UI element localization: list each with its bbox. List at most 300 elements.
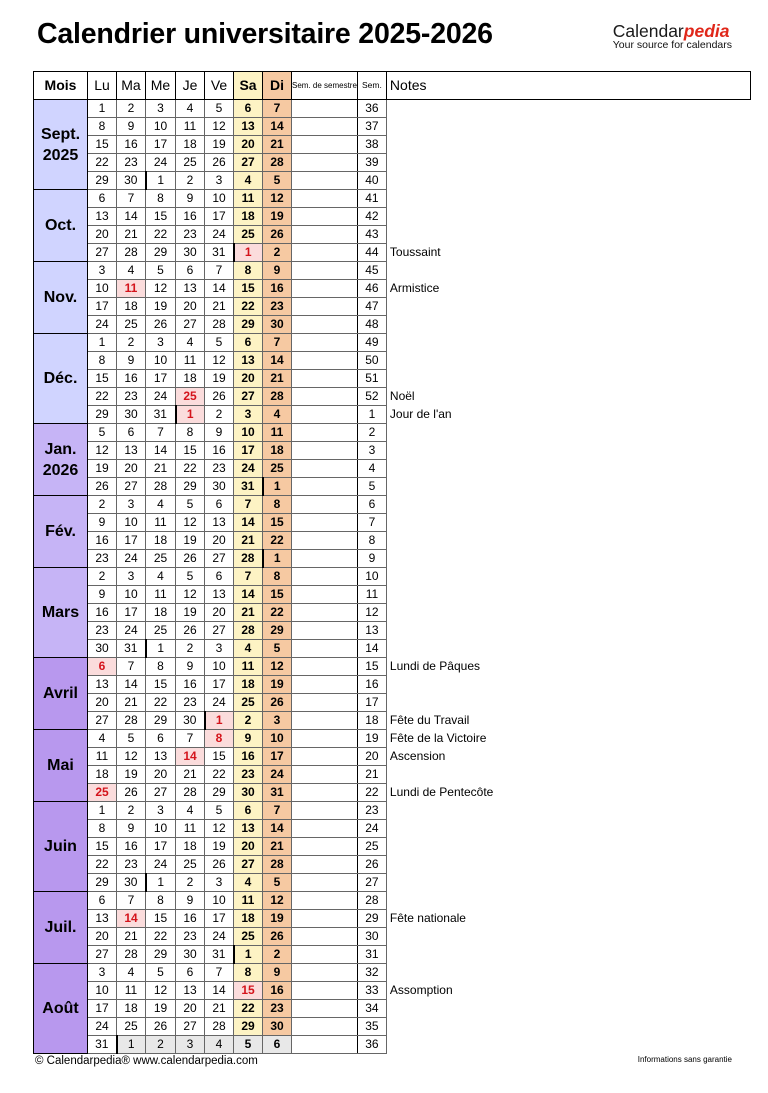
week-number: 47 — [357, 298, 386, 316]
day-cell: 4 — [88, 730, 117, 748]
week-row — [34, 280, 751, 298]
day-cell: 25 — [146, 550, 176, 568]
day-cell: 17 — [205, 208, 234, 226]
semester-week-cell — [292, 928, 358, 946]
week-row — [34, 730, 751, 748]
day-cell: 2 — [176, 874, 205, 892]
day-cell: 21 — [146, 460, 176, 478]
note-cell — [386, 838, 750, 856]
day-cell: 25 — [117, 316, 146, 334]
day-cell: 24 — [205, 928, 234, 946]
day-cell: 14 — [205, 982, 234, 1000]
week-number: 16 — [357, 676, 386, 694]
day-cell: 21 — [263, 370, 292, 388]
semester-week-cell — [292, 982, 358, 1000]
day-cell: 12 — [176, 514, 205, 532]
semester-week-cell — [292, 532, 358, 550]
day-cell: 28 — [176, 784, 205, 802]
day-cell: 10 — [117, 514, 146, 532]
day-cell: 17 — [88, 1000, 117, 1018]
day-cell: 1 — [234, 244, 263, 262]
day-cell: 22 — [146, 226, 176, 244]
day-cell: 5 — [205, 334, 234, 352]
day-cell: 13 — [88, 208, 117, 226]
day-cell: 24 — [205, 226, 234, 244]
day-cell: 16 — [176, 676, 205, 694]
semester-week-cell — [292, 352, 358, 370]
day-cell: 23 — [263, 1000, 292, 1018]
day-cell: 14 — [263, 820, 292, 838]
day-cell: 25 — [117, 1018, 146, 1036]
day-cell: 9 — [117, 820, 146, 838]
day-cell: 20 — [176, 1000, 205, 1018]
week-row — [34, 982, 751, 1000]
day-cell: 22 — [146, 694, 176, 712]
day-cell: 11 — [234, 892, 263, 910]
day-cell: 12 — [88, 442, 117, 460]
semester-week-cell — [292, 712, 358, 730]
day-cell: 30 — [234, 784, 263, 802]
day-cell: 20 — [234, 370, 263, 388]
day-cell: 18 — [88, 766, 117, 784]
note-cell — [386, 316, 750, 334]
week-row — [34, 604, 751, 622]
note-cell — [386, 1036, 750, 1054]
day-cell: 30 — [117, 874, 146, 892]
note-cell: Jour de l'an — [386, 406, 750, 424]
day-cell: 5 — [263, 172, 292, 190]
day-cell: 4 — [205, 1036, 234, 1054]
semester-week-cell — [292, 892, 358, 910]
day-cell: 19 — [205, 838, 234, 856]
week-row — [34, 154, 751, 172]
day-cell: 10 — [205, 892, 234, 910]
day-cell: 7 — [205, 964, 234, 982]
week-number: 18 — [357, 712, 386, 730]
day-cell: 13 — [176, 982, 205, 1000]
day-cell: 4 — [176, 100, 205, 118]
day-cell: 7 — [263, 334, 292, 352]
month-label: Nov. — [34, 262, 88, 334]
day-cell: 15 — [88, 370, 117, 388]
day-cell: 9 — [263, 262, 292, 280]
day-cell: 28 — [263, 856, 292, 874]
brand-tagline: Your source for calendars — [612, 39, 732, 51]
week-row — [34, 172, 751, 190]
day-cell: 9 — [263, 964, 292, 982]
week-row — [34, 1036, 751, 1054]
brand-name-part-a: Calendar — [612, 21, 684, 41]
day-cell: 30 — [176, 712, 205, 730]
day-cell: 8 — [234, 964, 263, 982]
day-cell: 11 — [176, 118, 205, 136]
day-cell: 16 — [176, 208, 205, 226]
note-cell: Fête nationale — [386, 910, 750, 928]
day-cell: 26 — [176, 550, 205, 568]
semester-week-cell — [292, 604, 358, 622]
day-cell: 22 — [263, 532, 292, 550]
day-cell: 20 — [146, 766, 176, 784]
day-cell: 25 — [234, 928, 263, 946]
day-cell: 8 — [88, 352, 117, 370]
note-cell — [386, 208, 750, 226]
week-row — [34, 1000, 751, 1018]
day-cell: 14 — [205, 280, 234, 298]
day-cell: 11 — [176, 820, 205, 838]
day-cell: 5 — [263, 874, 292, 892]
day-cell: 8 — [176, 424, 205, 442]
day-cell: 1 — [146, 172, 176, 190]
semester-week-cell — [292, 244, 358, 262]
day-cell: 18 — [117, 1000, 146, 1018]
note-cell — [386, 604, 750, 622]
week-row — [34, 766, 751, 784]
week-number: 30 — [357, 928, 386, 946]
day-cell: 29 — [234, 1018, 263, 1036]
day-cell: 31 — [263, 784, 292, 802]
week-row — [34, 928, 751, 946]
week-row — [34, 496, 751, 514]
day-cell: 20 — [88, 928, 117, 946]
day-cell: 19 — [176, 604, 205, 622]
week-number: 3 — [357, 442, 386, 460]
day-cell: 6 — [117, 424, 146, 442]
day-cell: 9 — [176, 190, 205, 208]
week-row — [34, 478, 751, 496]
day-cell: 9 — [176, 892, 205, 910]
semester-week-cell — [292, 550, 358, 568]
day-cell: 13 — [234, 118, 263, 136]
header-row — [34, 72, 751, 100]
note-cell — [386, 262, 750, 280]
day-cell: 11 — [263, 424, 292, 442]
week-number: 26 — [357, 856, 386, 874]
week-number: 8 — [357, 532, 386, 550]
note-cell — [386, 478, 750, 496]
note-cell — [386, 496, 750, 514]
day-cell: 9 — [88, 586, 117, 604]
week-number: 34 — [357, 1000, 386, 1018]
day-cell: 27 — [234, 388, 263, 406]
day-cell: 7 — [263, 100, 292, 118]
week-number: 12 — [357, 604, 386, 622]
note-cell — [386, 946, 750, 964]
day-cell: 23 — [234, 766, 263, 784]
semester-week-cell — [292, 784, 358, 802]
day-cell: 11 — [88, 748, 117, 766]
header-je: Je — [176, 72, 205, 100]
day-cell: 16 — [234, 748, 263, 766]
note-cell — [386, 568, 750, 586]
day-cell: 6 — [205, 496, 234, 514]
day-cell: 24 — [117, 550, 146, 568]
week-row — [34, 208, 751, 226]
semester-week-cell — [292, 316, 358, 334]
semester-week-cell — [292, 136, 358, 154]
day-cell: 16 — [88, 604, 117, 622]
day-cell: 6 — [176, 964, 205, 982]
semester-week-cell — [292, 388, 358, 406]
semester-week-cell — [292, 154, 358, 172]
day-cell: 12 — [176, 586, 205, 604]
day-cell: 18 — [263, 442, 292, 460]
day-cell: 2 — [263, 946, 292, 964]
day-cell: 25 — [88, 784, 117, 802]
day-cell: 27 — [176, 1018, 205, 1036]
day-cell: 18 — [234, 676, 263, 694]
month-label: Jan. 2026 — [34, 424, 88, 496]
day-cell: 21 — [176, 766, 205, 784]
day-cell: 13 — [205, 586, 234, 604]
day-cell: 23 — [88, 550, 117, 568]
day-cell: 16 — [176, 910, 205, 928]
day-cell: 6 — [176, 262, 205, 280]
day-cell: 6 — [234, 802, 263, 820]
day-cell: 8 — [146, 892, 176, 910]
day-cell: 14 — [117, 910, 146, 928]
day-cell: 25 — [176, 856, 205, 874]
week-number: 9 — [357, 550, 386, 568]
day-cell: 9 — [176, 658, 205, 676]
semester-week-cell — [292, 190, 358, 208]
day-cell: 9 — [117, 118, 146, 136]
day-cell: 15 — [146, 208, 176, 226]
day-cell: 26 — [146, 316, 176, 334]
day-cell: 10 — [205, 658, 234, 676]
day-cell: 13 — [146, 748, 176, 766]
note-cell — [386, 694, 750, 712]
week-number: 46 — [357, 280, 386, 298]
week-row — [34, 910, 751, 928]
day-cell: 31 — [117, 640, 146, 658]
header-di: Di — [263, 72, 292, 100]
day-cell: 26 — [263, 928, 292, 946]
day-cell: 4 — [234, 172, 263, 190]
day-cell: 1 — [117, 1036, 146, 1054]
day-cell: 11 — [176, 352, 205, 370]
day-cell: 17 — [205, 676, 234, 694]
week-row — [34, 856, 751, 874]
week-row — [34, 568, 751, 586]
day-cell: 24 — [146, 856, 176, 874]
day-cell: 2 — [88, 496, 117, 514]
day-cell: 29 — [146, 712, 176, 730]
day-cell: 7 — [263, 802, 292, 820]
semester-week-cell — [292, 874, 358, 892]
day-cell: 18 — [146, 604, 176, 622]
day-cell: 20 — [176, 298, 205, 316]
week-row — [34, 262, 751, 280]
day-cell: 3 — [176, 1036, 205, 1054]
day-cell: 15 — [234, 982, 263, 1000]
day-cell: 13 — [88, 676, 117, 694]
day-cell: 20 — [88, 694, 117, 712]
day-cell: 13 — [176, 280, 205, 298]
day-cell: 21 — [234, 532, 263, 550]
day-cell: 18 — [234, 208, 263, 226]
day-cell: 29 — [146, 946, 176, 964]
day-cell: 16 — [117, 136, 146, 154]
day-cell: 23 — [263, 298, 292, 316]
day-cell: 7 — [117, 658, 146, 676]
page-title: Calendrier universitaire 2025-2026 — [37, 18, 493, 50]
day-cell: 18 — [146, 532, 176, 550]
day-cell: 19 — [117, 766, 146, 784]
day-cell: 5 — [234, 1036, 263, 1054]
day-cell: 21 — [117, 226, 146, 244]
week-row — [34, 532, 751, 550]
day-cell: 13 — [205, 514, 234, 532]
semester-week-cell — [292, 100, 358, 118]
day-cell: 15 — [263, 514, 292, 532]
day-cell: 22 — [88, 388, 117, 406]
month-label: Août — [34, 964, 88, 1054]
day-cell: 26 — [263, 694, 292, 712]
day-cell: 14 — [263, 118, 292, 136]
day-cell: 17 — [146, 370, 176, 388]
week-row — [34, 442, 751, 460]
week-row — [34, 802, 751, 820]
note-cell — [386, 550, 750, 568]
day-cell: 7 — [117, 190, 146, 208]
day-cell: 5 — [146, 964, 176, 982]
note-cell — [386, 964, 750, 982]
day-cell: 30 — [176, 244, 205, 262]
week-row — [34, 388, 751, 406]
note-cell — [386, 640, 750, 658]
day-cell: 27 — [234, 154, 263, 172]
note-cell — [386, 514, 750, 532]
week-number: 36 — [357, 1036, 386, 1054]
day-cell: 28 — [117, 244, 146, 262]
week-number: 4 — [357, 460, 386, 478]
day-cell: 21 — [234, 604, 263, 622]
day-cell: 16 — [263, 982, 292, 1000]
day-cell: 15 — [88, 838, 117, 856]
day-cell: 13 — [88, 910, 117, 928]
day-cell: 14 — [234, 514, 263, 532]
day-cell: 10 — [117, 586, 146, 604]
semester-week-cell — [292, 838, 358, 856]
footer-disclaimer: Informations sans garantie — [637, 1055, 732, 1064]
week-row — [34, 226, 751, 244]
week-number: 35 — [357, 1018, 386, 1036]
note-cell — [386, 352, 750, 370]
week-row — [34, 784, 751, 802]
day-cell: 28 — [263, 154, 292, 172]
day-cell: 15 — [146, 676, 176, 694]
day-cell: 12 — [205, 352, 234, 370]
day-cell: 2 — [146, 1036, 176, 1054]
week-row — [34, 424, 751, 442]
brand-name — [613, 22, 732, 40]
day-cell: 19 — [146, 1000, 176, 1018]
semester-week-cell — [292, 802, 358, 820]
day-cell: 10 — [146, 118, 176, 136]
day-cell: 26 — [205, 856, 234, 874]
day-cell: 27 — [176, 316, 205, 334]
note-cell — [386, 820, 750, 838]
day-cell: 3 — [88, 262, 117, 280]
week-number: 45 — [357, 262, 386, 280]
day-cell: 23 — [117, 154, 146, 172]
day-cell: 18 — [176, 838, 205, 856]
day-cell: 12 — [146, 982, 176, 1000]
day-cell: 29 — [176, 478, 205, 496]
day-cell: 1 — [234, 946, 263, 964]
note-cell — [386, 298, 750, 316]
day-cell: 31 — [88, 1036, 117, 1054]
note-cell — [386, 1000, 750, 1018]
day-cell: 3 — [205, 874, 234, 892]
day-cell: 6 — [263, 1036, 292, 1054]
week-number: 14 — [357, 640, 386, 658]
note-cell: Fête du Travail — [386, 712, 750, 730]
header-week: Sem. — [357, 72, 386, 100]
day-cell: 4 — [176, 334, 205, 352]
semester-week-cell — [292, 298, 358, 316]
header-me: Me — [146, 72, 176, 100]
day-cell: 9 — [234, 730, 263, 748]
day-cell: 23 — [176, 694, 205, 712]
day-cell: 10 — [234, 424, 263, 442]
note-cell — [386, 532, 750, 550]
note-cell: Ascension — [386, 748, 750, 766]
day-cell: 23 — [205, 460, 234, 478]
day-cell: 27 — [117, 478, 146, 496]
day-cell: 29 — [234, 316, 263, 334]
week-number: 38 — [357, 136, 386, 154]
day-cell: 27 — [146, 784, 176, 802]
day-cell: 29 — [88, 874, 117, 892]
day-cell: 28 — [205, 1018, 234, 1036]
day-cell: 4 — [146, 496, 176, 514]
day-cell: 19 — [263, 208, 292, 226]
calendar-body — [34, 100, 751, 1054]
day-cell: 14 — [234, 586, 263, 604]
day-cell: 28 — [205, 316, 234, 334]
day-cell: 25 — [263, 460, 292, 478]
day-cell: 19 — [88, 460, 117, 478]
week-number: 43 — [357, 226, 386, 244]
week-number: 52 — [357, 388, 386, 406]
day-cell: 26 — [263, 226, 292, 244]
day-cell: 22 — [88, 856, 117, 874]
brand-logo[interactable] — [613, 22, 732, 51]
week-number: 51 — [357, 370, 386, 388]
week-number: 17 — [357, 694, 386, 712]
day-cell: 16 — [117, 370, 146, 388]
week-row — [34, 190, 751, 208]
week-number: 6 — [357, 496, 386, 514]
day-cell: 24 — [117, 622, 146, 640]
day-cell: 7 — [117, 892, 146, 910]
day-cell: 29 — [146, 244, 176, 262]
semester-week-cell — [292, 1000, 358, 1018]
day-cell: 30 — [176, 946, 205, 964]
week-number: 31 — [357, 946, 386, 964]
week-row — [34, 406, 751, 424]
day-cell: 19 — [176, 532, 205, 550]
day-cell: 2 — [88, 568, 117, 586]
day-cell: 12 — [205, 118, 234, 136]
day-cell: 15 — [146, 910, 176, 928]
day-cell: 26 — [205, 154, 234, 172]
day-cell: 11 — [234, 658, 263, 676]
day-cell: 15 — [88, 136, 117, 154]
day-cell: 16 — [117, 838, 146, 856]
day-cell: 27 — [205, 622, 234, 640]
